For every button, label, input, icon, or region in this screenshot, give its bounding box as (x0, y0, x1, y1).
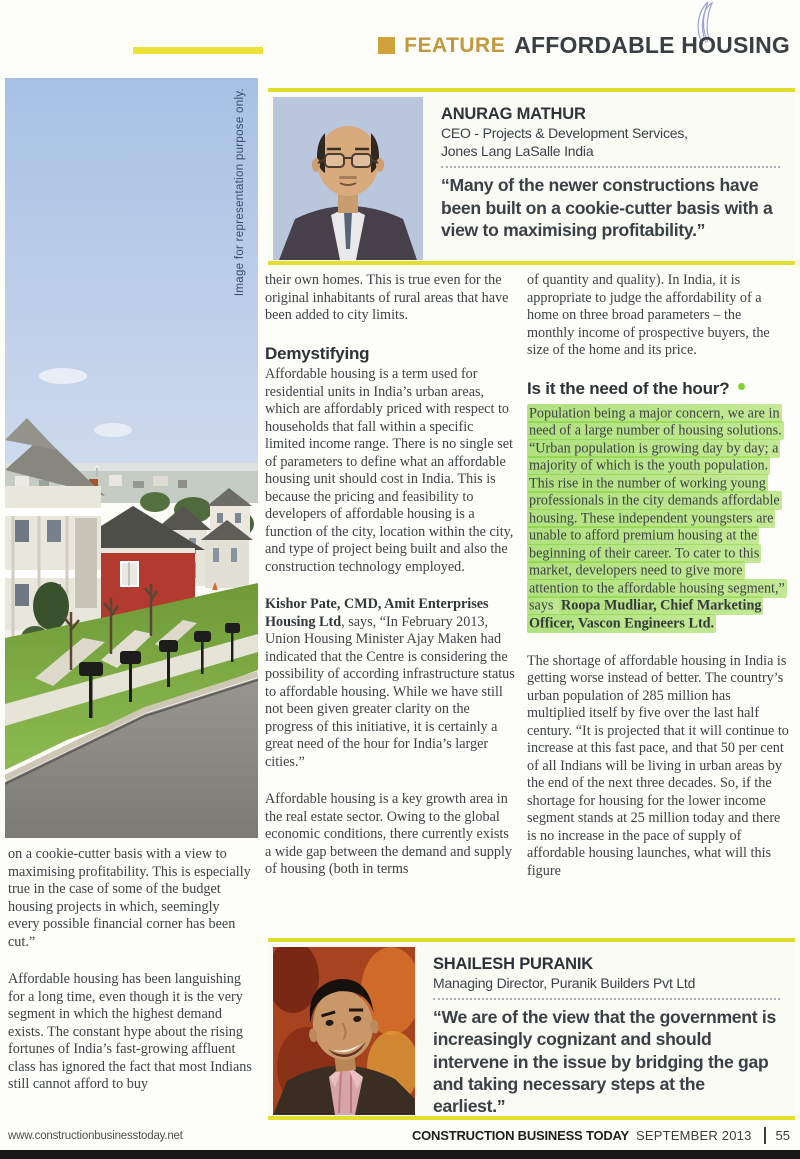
profile-role: Managing Director, Puranik Builders Pvt Ltd (433, 975, 696, 991)
subheading-demystifying: Demystifying (265, 343, 370, 363)
article-paragraph: Affordable housing is a key growth area in the real estate sector. Owing to the global economic conditions, there currently exists a wide gap between the demand and supply of housing (both in terms (265, 791, 513, 877)
subheading-need-of-hour-wrap (527, 380, 745, 400)
profile-role: Jones Lang LaSalle India (441, 143, 594, 160)
article-column-left (8, 846, 253, 1116)
footer-black-bar (0, 1150, 800, 1159)
article-paragraph: Affordable housing has been languishing for a long time, even though it is the very segment in which the highest demand exists. The constant hype about the rising fortunes of India’s fast-growing affluent class has ignored the fact that most Indians still cannot afford to buy (8, 971, 252, 1092)
profile-quote: “Many of the newer constructions have been built on a cookie-cutter basis with a view to maximising profitability.” (441, 175, 773, 240)
subheading-need-of-hour: Is it the need of the hour? (527, 378, 730, 398)
profile-box-shailesh-puranik (268, 938, 795, 1120)
article-paragraph (265, 596, 516, 771)
profile-name: ANURAG MATHUR (441, 105, 586, 123)
footer-issue-date: SEPTEMBER 2013 (636, 1128, 752, 1143)
profile-quote: “We are of the view that the government is increasingly cognizant and should intervene in the issue by bridging the gap and taking necessary steps at the earliest.” (433, 1007, 776, 1116)
quoted-person-name: Kishor Pate, CMD, Amit Enterprises Housing Ltd (265, 596, 489, 630)
anurag-mathur-portrait-photo (273, 97, 423, 260)
page-number: 55 (775, 1128, 790, 1143)
shailesh-puranik-portrait-photo (273, 947, 415, 1115)
article-column-middle (265, 272, 516, 934)
highlighted-paragraph (527, 405, 791, 633)
dotted-divider (433, 998, 780, 1000)
article-paragraph: of quantity and quality). In India, it is appropriate to judge the affordability of a home on three broad parameters – the monthly income of prospective buyers, the size of the home and its price. (527, 272, 770, 358)
article-paragraph: their own homes. This is true even for the original inhabitants of rural areas that have been added to city limits. (265, 272, 509, 323)
footer-website-url: www.constructionbusinesstoday.net (8, 1130, 183, 1142)
profile-role: CEO - Projects & Development Services, (441, 125, 688, 141)
green-dot-icon (738, 383, 745, 390)
footer-divider (764, 1127, 766, 1144)
page-header (378, 32, 790, 59)
article-paragraph: The shortage of affordable housing in India is getting worse instead of better. The country’s urban population of 285 million has multiplied itself by five over the last half century. “It is projected that it will continue to increase at this fast pace, and that 50 per cent of all Indians will be living in urban areas by the end of the next three decades. So, if the shortage for housing for the lower income segment stands at 25 million today and there is no increase in the pace of supply of affordable housing launches, what will this figure (527, 652, 789, 879)
photo-disclaimer-caption: Image for representation purpose only. (234, 88, 246, 297)
header-rule (133, 47, 263, 54)
profile-name: SHAILESH PURANIK (433, 955, 593, 973)
quoted-person-name: Roopa Mudliar, Chief Marketing Officer, Vascon Engineers Ltd. (529, 597, 762, 631)
section-label: FEATURE (404, 33, 506, 57)
footer-magazine-name: CONSTRUCTION BUSINESS TODAY (411, 1128, 630, 1143)
article-text: , says, “In February 2013, Union Housing Minister Ajay Maken had indicated that the Centre is considering the possibility of according infrastructure status to affordable housing. While we have still not been given greater clarity on the progress of this initiative, it is certainly a great need of the hour for India’s larger cities.” (265, 613, 515, 770)
article-column-right (527, 272, 791, 934)
feature-marker-icon (378, 37, 395, 54)
profile-box-anurag-mathur (268, 88, 795, 265)
page-title: AFFORDABLE HOUSING (514, 32, 790, 58)
footer-publication-info (412, 1127, 790, 1144)
highlighted-text: Population being a major concern, we are in need of a large number of housing solutions. “Urban population is growing day by day; a majority of which is the youth population. This rise in the number of working young professionals in the city demands affordable housing. These independent youngsters are unable to afford premium housing at the beginning of their career. To cater to this market, developers need to give more attention to the affordable housing segment,” says (529, 405, 785, 614)
article-paragraph: on a cookie-cutter basis with a view to maximising profitability. This is especially true in the case of some of the budget housing projects in which, seemingly every possible financial corner has been cut.” (8, 846, 251, 950)
housing-photo (5, 78, 258, 838)
article-paragraph: Affordable housing is a term used for residential units in India’s urban areas, which are affordably priced with respect to households that fall within a specific limited income range. There is no single set of parameters to define what an affordable housing unit should cost in India. This is because the pricing and feasibility to developers of affordable housing is a function of the city, location within the city, and type of project being built and also the construction technology employed. (265, 366, 514, 575)
dotted-divider (441, 166, 780, 168)
